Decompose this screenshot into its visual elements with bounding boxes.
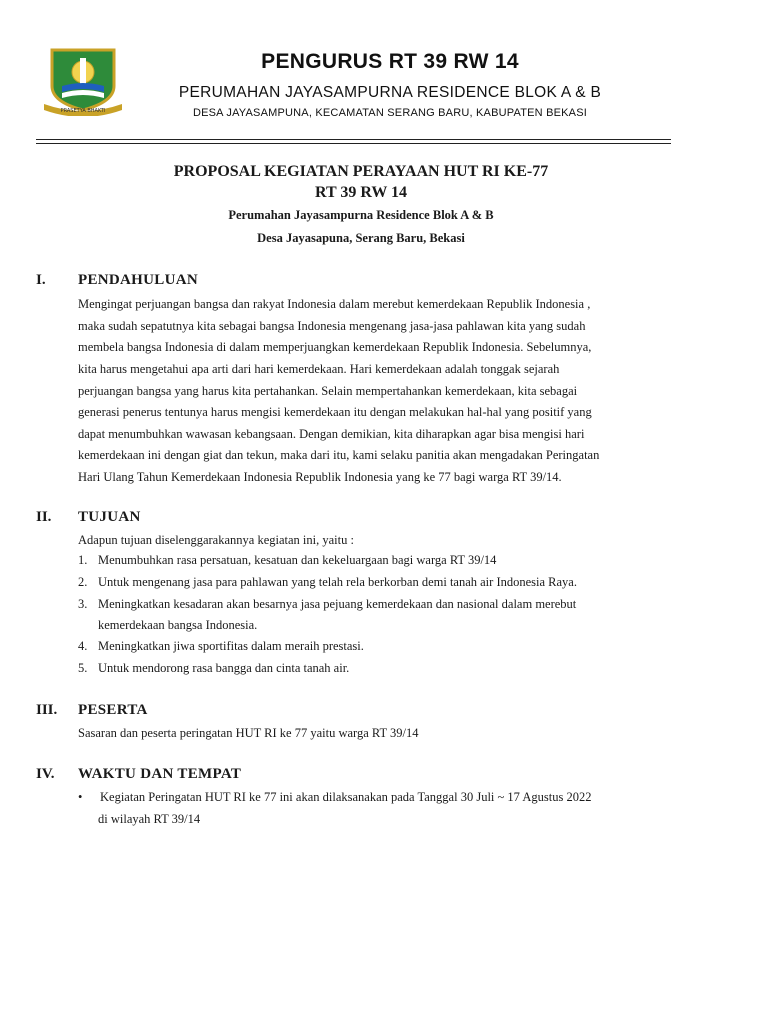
tujuan-intro: Adapun tujuan diselenggarakannya kegiatan ini, yaitu : — [78, 533, 354, 547]
svg-text:PRASETYA BHAKTI: PRASETYA BHAKTI — [60, 108, 106, 114]
document-location-2: Desa Jayasapuna, Serang Baru, Bekasi — [257, 231, 465, 245]
section-heading-tujuan: TUJUAN — [78, 509, 141, 525]
paragraph-line: dapat menumbuhkan wawasan kebangsaan. Dengan demikian, kita diharapkan agar bisa mengisi hari — [78, 427, 585, 441]
paragraph-line: generasi penerus tentunya harus mengisi kemerdekaan itu dengan melakukan hal-hal yang positif yang — [78, 405, 592, 419]
list-item: Untuk mengenang jasa para pahlawan yang telah rela berkorban demi tanah air Indonesia Raya. — [98, 575, 577, 589]
section-heading-peserta: PESERTA — [78, 702, 148, 718]
letterhead-title: PENGURUS RT 39 RW 14 — [261, 50, 519, 73]
list-number: 5. — [78, 661, 88, 675]
list-item: Menumbuhkan rasa persatuan, kesatuan dan kekeluargaan bagi warga RT 39/14 — [98, 553, 497, 567]
paragraph-line: kemerdekaan ini dengan giat dan tekun, maka dari itu, kami selaku panitia akan mengadakan Peringatan — [78, 448, 600, 462]
list-number: 1. — [78, 553, 88, 567]
header-divider — [36, 139, 671, 140]
list-number: 3. — [78, 597, 88, 611]
waktu-text-continuation: di wilayah RT 39/14 — [98, 812, 201, 826]
document-subtitle: RT 39 RW 14 — [314, 184, 408, 201]
list-item: Meningkatkan kesadaran akan besarnya jasa pejuang kemerdekaan dan nasional dalam merebut — [98, 597, 577, 611]
document-title: PROPOSAL KEGIATAN PERAYAAN HUT RI KE-77 — [173, 163, 549, 180]
paragraph-line: Hari Ulang Tahun Kemerdekaan Indonesia Republik Indonesia yang ke 77 bagi warga RT 39/14. — [78, 470, 562, 484]
section-number: II. — [36, 509, 52, 525]
letterhead-address: DESA JAYASAMPUNA, KECAMATAN SERANG BARU, KABUPATEN BEKASI — [192, 107, 588, 119]
list-item: Meningkatkan jiwa sportifitas dalam meraih prestasi. — [98, 639, 364, 653]
section-number: I. — [36, 272, 46, 288]
list-item: Untuk mendorong rasa bangga dan cinta tanah air. — [98, 661, 350, 675]
letterhead-subtitle: PERUMAHAN JAYASAMPURNA RESIDENCE BLOK A & B — [178, 84, 602, 101]
section-number: IV. — [36, 766, 55, 782]
header-divider-thin — [36, 143, 671, 144]
document-location-1: Perumahan Jayasampurna Residence Blok A & B — [228, 208, 494, 222]
list-number: 4. — [78, 639, 88, 653]
list-number: 2. — [78, 575, 88, 589]
paragraph-line: perjuangan bangsa yang harus kita pertahankan. Selain mempertahankan kemerdekaan, kita sebagai — [78, 384, 578, 398]
paragraph-line: Mengingat perjuangan bangsa dan rakyat Indonesia dalam merebut kemerdekaan Republik Indonesia , — [78, 297, 591, 311]
paragraph-line: maka sudah sepatutnya kita sebagai bangsa Indonesia mengenang jasa-jasa pahlawan kita yang sudah — [78, 319, 586, 333]
section-heading-waktu: WAKTU DAN TEMPAT — [78, 766, 242, 782]
paragraph-line: membela bangsa Indonesia di dalam memperjuangkan kemerdekaan Republik Indonesia. Sebelumnya, — [78, 340, 592, 354]
bekasi-regency-logo — [40, 46, 126, 116]
waktu-text: Kegiatan Peringatan HUT RI ke 77 ini akan dilaksanakan pada Tanggal 30 Juli ~ 17 Agustus 2022 — [100, 790, 592, 804]
section-heading-pendahuluan: PENDAHULUAN — [78, 272, 198, 288]
bullet-icon: • — [78, 790, 83, 804]
paragraph-line: kita harus mengetahui apa arti dari hari kemerdekaan. Hari kemerdekaan adalah tonggak sejarah — [78, 362, 560, 376]
list-item-continuation: kemerdekaan bangsa Indonesia. — [98, 618, 258, 632]
peserta-text: Sasaran dan peserta peringatan HUT RI ke 77 yaitu warga RT 39/14 — [78, 726, 419, 740]
section-number: III. — [36, 702, 58, 718]
